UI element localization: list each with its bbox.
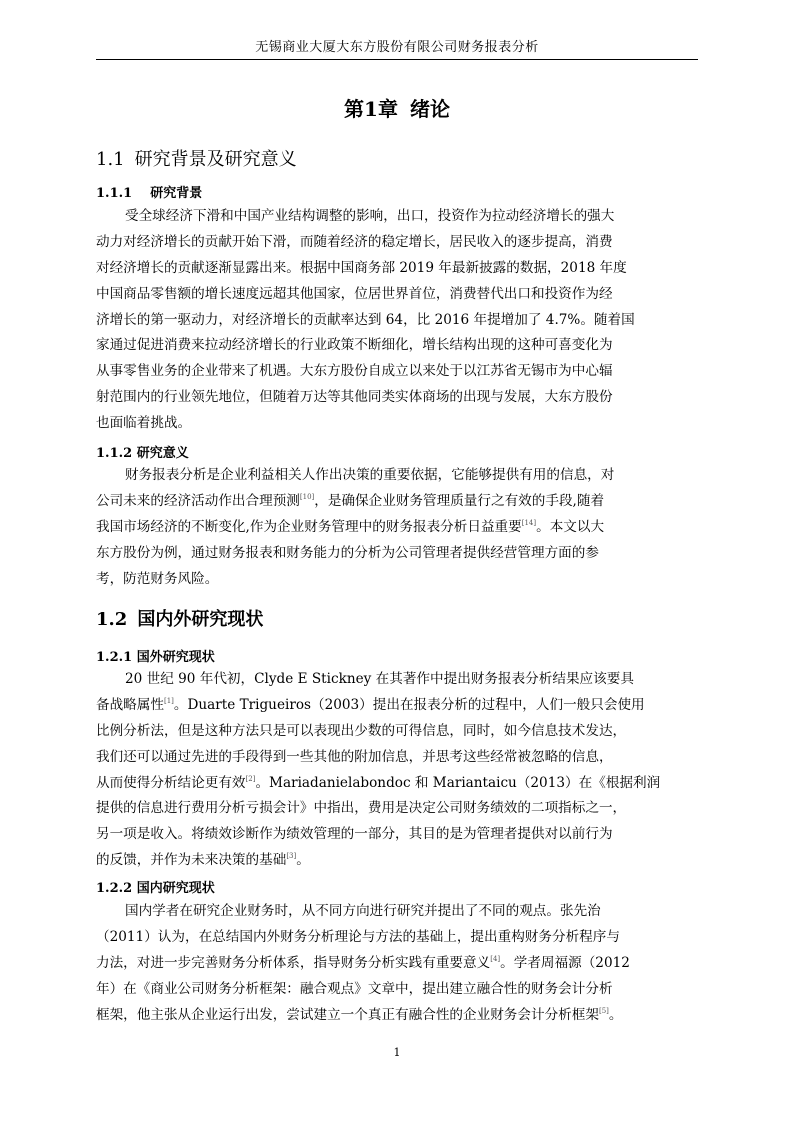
citation-ref: [4]: [490, 954, 501, 963]
text-line: [96, 489, 698, 515]
paragraph-foreign-research: [96, 667, 698, 874]
text-line: [96, 515, 698, 541]
paragraph-background: [96, 204, 698, 437]
text-line: 我们还可以通过先进的手段得到一些其他的附加信息，并思考这些经常被忽略的信息，: [96, 748, 613, 765]
text-line: 中国商品零售额的增长速度远超其他国家，位居世界首位，消费替代出口和投资作为经: [96, 285, 613, 302]
text-run: 。Duarte Trigueiros（2003）提出在报表分析的过程中，人们一般只会使用: [173, 696, 645, 713]
text-run: 的反馈，并作为未来决策的基础: [96, 852, 287, 869]
section-number: 1.1: [96, 149, 125, 170]
text-line: [96, 1003, 698, 1029]
subsection-title: 研究意义: [136, 446, 189, 461]
subsection-heading-1-1-1: [96, 182, 202, 201]
text-line: 比例分析法，但是这种方法只是可以表现出少数的可得信息，同时，如今信息技术发达，: [96, 722, 627, 739]
header-rule: [96, 59, 698, 60]
citation-ref: [14]: [521, 518, 537, 527]
subsection-number: 1.2.2: [96, 881, 133, 896]
text-line: 国内学者在研究企业财务时，从不同方向进行研究并提出了不同的观点。张先治: [125, 903, 601, 919]
subsection-heading-1-2-1: [96, 646, 215, 665]
subsection-heading-1-2-2: [96, 877, 215, 896]
subsection-title: 国外研究现状: [136, 650, 215, 665]
text-line: [96, 693, 698, 719]
text-line: 济增长的第一驱动力，对经济增长的贡献率达到 64，比 2016 年提增加了 4.7%。随着国: [96, 311, 635, 328]
text-run: ，是确保企业财务管理质量行之有效的手段,随着: [314, 492, 605, 509]
subsection-number: 1.1.2: [96, 446, 133, 461]
paragraph-significance: [96, 463, 698, 592]
text-line: 动力对经济增长的贡献开始下滑，而随着经济的稳定增长，居民收入的逐步提高，消费: [96, 233, 613, 250]
text-run: 。: [608, 1006, 623, 1023]
text-line: 也面临着挑战。: [96, 415, 192, 432]
text-line: [96, 771, 698, 797]
text-line: [96, 951, 698, 977]
text-run: 。本文以大: [536, 518, 605, 535]
paragraph-domestic-research: [96, 899, 698, 1028]
text-line: 射范围内的行业领先地位，但随着万达等其他同类实体商场的出现与发展，大东方股份: [96, 389, 613, 406]
text-line: [96, 848, 698, 874]
subsection-number: 1.2.1: [96, 650, 133, 665]
text-run: 我国市场经济的不断变化,作为企业财务管理中的财务报表分析日益重要: [96, 518, 522, 535]
section-title: 研究背景及研究意义: [134, 149, 297, 170]
chapter-name: 绪论: [409, 97, 450, 121]
text-run: 公司未来的经济活动作出合理预测: [96, 492, 300, 509]
text-line: 财务报表分析是企业利益相关人作出决策的重要依据，它能够提供有用的信息，对: [125, 467, 615, 483]
text-line: 提供的信息进行费用分析亏损会计》中指出，费用是决定公司财务绩效的二项指标之一，: [96, 800, 627, 817]
section-title: 国内外研究现状: [137, 609, 264, 630]
citation-ref: [2]: [245, 774, 256, 783]
citation-ref: [1]: [163, 696, 174, 705]
section-number: 1.2: [96, 609, 128, 630]
subsection-title: 国内研究现状: [136, 881, 215, 896]
section-heading-1-2: [96, 605, 263, 631]
subsection-title: 研究背景: [150, 186, 203, 201]
text-run: 力法，对进一步完善财务分析体系，指导财务分析实践有重要意义: [96, 954, 491, 971]
text-run: 。: [296, 852, 310, 869]
text-line: 对经济增长的贡献逐渐显露出来。根据中国商务部 2019 年最新披露的数据，2018 年度: [96, 259, 627, 276]
citation-ref: [3]: [286, 852, 297, 861]
citation-ref: [10]: [299, 492, 315, 501]
text-line: （2011）认为，在总结国内外财务分析理论与方法的基础上，提出重构财务分析程序与: [96, 928, 620, 945]
text-line: 另一项是收入。将绩效诊断作为绩效管理的一部分，其目的是为管理者提供对以前行为: [96, 826, 613, 843]
text-run: 框架，他主张从企业运行出发，尝试建立一个真正有融合性的企业财务会计分析框架: [96, 1006, 599, 1023]
text-run: 。Mariadanielabondoc 和 Mariantaicu（2013）在《根据利润: [255, 774, 661, 791]
text-run: 从而使得分析结论更有效: [96, 774, 246, 791]
text-run: 。学者周福源（2012: [500, 954, 630, 971]
chapter-title: [96, 93, 698, 122]
chapter-number: 第1章: [344, 97, 398, 121]
subsection-heading-1-1-2: [96, 442, 189, 461]
text-line: 从事零售业务的企业带来了机遇。大东方股份自成立以来处于以江苏省无锡市为中心辐: [96, 363, 613, 380]
text-line: 东方股份为例，通过财务报表和财务能力的分析为公司管理者提供经营管理方面的参: [96, 544, 599, 561]
text-run: 备战略属性: [96, 696, 164, 713]
running-header: 无锡商业大厦大东方股份有限公司财务报表分析: [255, 40, 539, 55]
text-line: 受全球经济下滑和中国产业结构调整的影响，出口，投资作为拉动经济增长的强大: [125, 208, 615, 224]
section-heading-1-1: [96, 145, 297, 171]
text-line: 家通过促进消费来拉动经济增长的行业政策不断细化，增长结构出现的这种可喜变化为: [96, 337, 613, 354]
text-line: 20 世纪 90 年代初，Clyde E Stickney 在其著作中提出财务报表分析结果应该要具: [125, 671, 634, 687]
subsection-number: 1.1.1: [96, 186, 133, 201]
text-line: 年）在《商业公司财务分析框架：融合观点》文章中，提出建立融合性的财务会计分析: [96, 980, 613, 997]
citation-ref: [5]: [598, 1006, 609, 1015]
page-number: 1: [393, 1046, 401, 1059]
text-line: 考，防范财务风险。: [96, 570, 219, 587]
